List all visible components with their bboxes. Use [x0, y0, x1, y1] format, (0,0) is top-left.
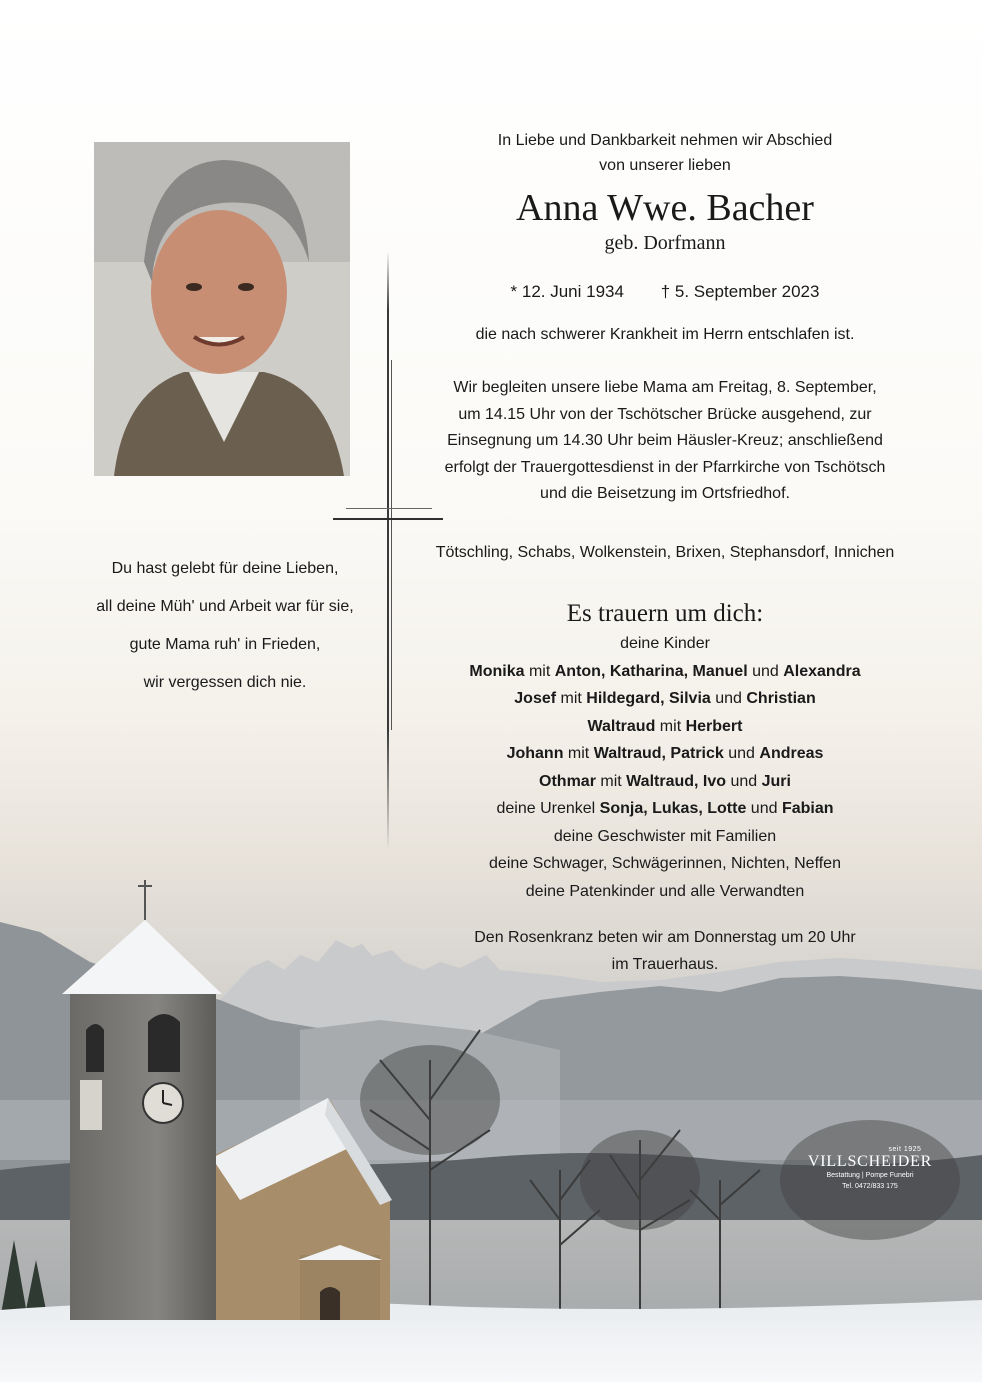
- rosary-line-1: Den Rosenkranz beten wir am Donnerstag um 20 Uhr: [474, 929, 856, 946]
- mourner-row: Josef mit Hildegard, Silvia und Christian: [514, 690, 816, 707]
- maiden-name: geb. Dorfmann: [604, 232, 726, 254]
- birth-date: * 12. Juni 1934: [510, 282, 624, 301]
- poem-line-2: all deine Müh' und Arbeit war für sie,: [96, 598, 354, 615]
- portrait-image: [94, 142, 350, 476]
- poem-line-1: Du hast gelebt für deine Lieben,: [111, 560, 339, 577]
- funeral-line-1: Wir begleiten unsere liebe Mama am Freitag, 8. September,: [453, 379, 877, 396]
- relatives-row: deine Schwager, Schwägerinnen, Nichten, Neffen: [489, 855, 841, 872]
- funeral-line-5: und die Beisetzung im Ortsfriedhof.: [540, 485, 790, 502]
- mourner-row: Monika mit Anton, Katharina, Manuel und Alexandra: [469, 662, 861, 680]
- kids-label: deine Kinder: [620, 635, 710, 652]
- funeral-line-4: erfolgt der Trauergottesdienst in der Pfarrkirche von Tschötsch: [444, 458, 886, 476]
- intro-block: [410, 128, 920, 178]
- deceased-name: Anna Wwe. Bacher: [516, 187, 814, 229]
- death-note: die nach schwerer Krankheit im Herrn entschlafen ist.: [475, 326, 855, 343]
- cross-horizontal-line-inner: [346, 508, 432, 509]
- cross-horizontal-line: [333, 518, 443, 520]
- siblings-row: deine Geschwister mit Familien: [553, 827, 777, 845]
- mourning-heading: Es trauern um dich:: [566, 600, 764, 627]
- logo-since: seit 1925: [888, 1146, 922, 1153]
- portrait-photo: [94, 142, 350, 476]
- funeral-line-3: Einsegnung um 14.30 Uhr beim Häusler-Kreuz; anschließend: [447, 432, 883, 449]
- intro-line-1: In Liebe und Dankbarkeit nehmen wir Abschied: [497, 132, 833, 149]
- places-block: [410, 540, 920, 565]
- poem-line-4: wir vergessen dich nie.: [143, 674, 307, 691]
- name-block: [410, 186, 920, 256]
- rosary-block: [410, 924, 920, 978]
- cross-vertical-line-inner: [391, 360, 392, 730]
- death-note-block: [410, 322, 920, 347]
- mourner-row: deine Urenkel Sonja, Lukas, Lotte und Fabian: [496, 800, 834, 817]
- logo-subtitle: Bestattung | Pompe Funebri: [826, 1172, 914, 1179]
- places-list: Tötschling, Schabs, Wolkenstein, Brixen, Stephansdorf, Innichen: [435, 544, 895, 561]
- funeral-home-logo: [790, 1146, 950, 1193]
- logo-brand: VILLSCHEIDER: [807, 1153, 933, 1170]
- dates-block: [410, 280, 920, 304]
- mourner-row: Waltraud mit Herbert: [587, 717, 743, 735]
- poem-block: [60, 550, 390, 702]
- intro-line-2: von unserer lieben: [599, 157, 731, 174]
- funeral-line-2: um 14.15 Uhr von der Tschötscher Brücke ausgehend, zur: [458, 405, 872, 423]
- mourner-row: Othmar mit Waltraud, Ivo und Juri: [539, 772, 791, 790]
- mourners-block: [410, 598, 920, 905]
- poem-line-3: gute Mama ruh' in Frieden,: [129, 636, 321, 653]
- funeral-block: [410, 375, 920, 508]
- mourner-row: Johann mit Waltraud, Patrick und Andreas: [506, 745, 824, 762]
- logo-phone: Tel. 0472/833 175: [842, 1183, 898, 1190]
- godchildren-row: deine Patenkinder und alle Verwandten: [525, 882, 805, 900]
- death-date: † 5. September 2023: [660, 282, 820, 301]
- rosary-line-2: im Trauerhaus.: [611, 956, 719, 973]
